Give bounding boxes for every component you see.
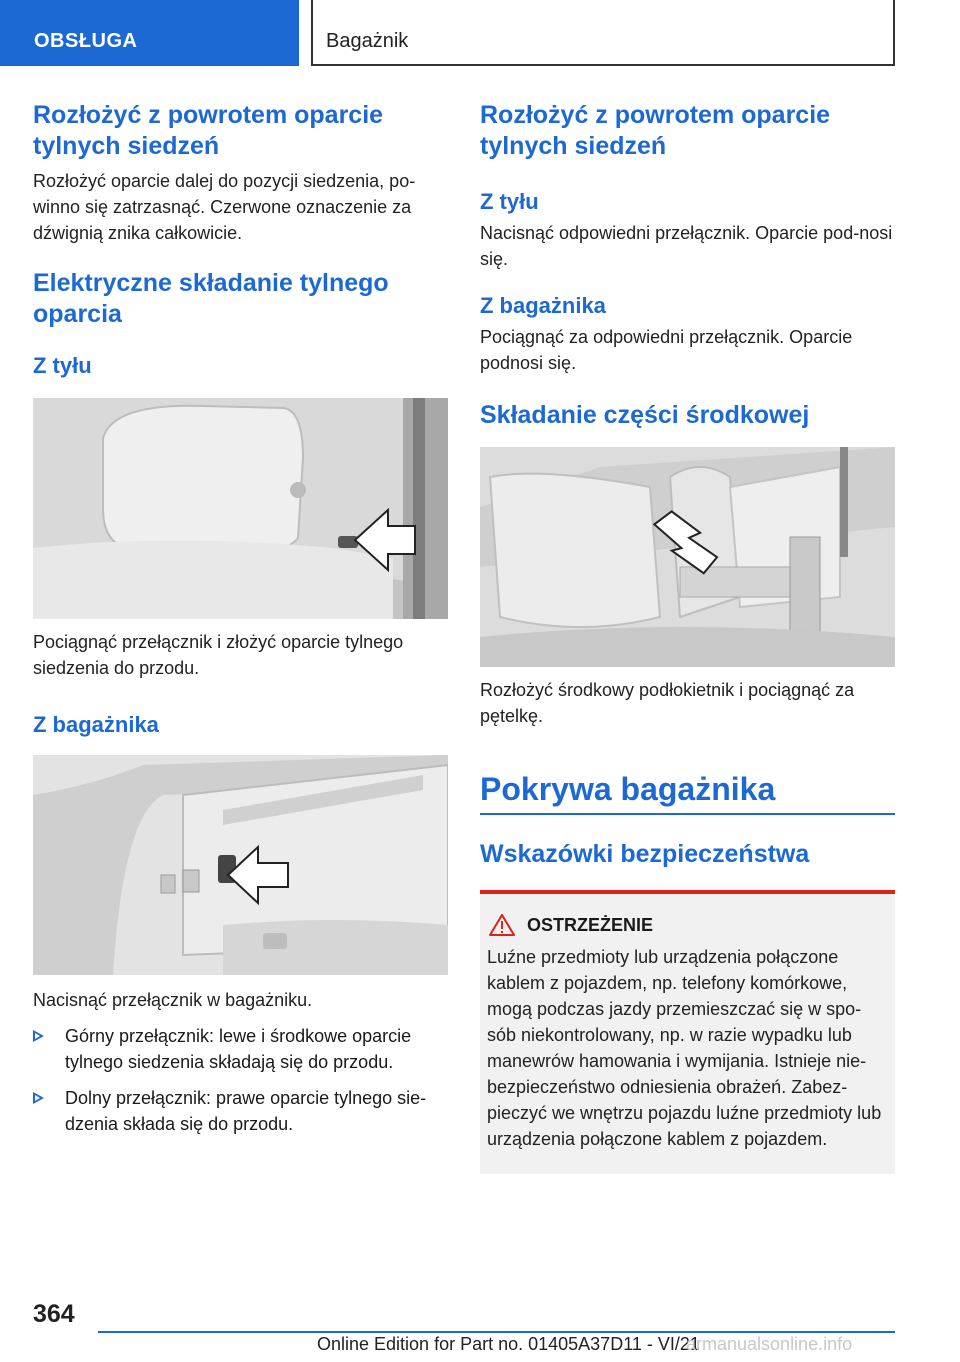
center-armrest-image [480,447,895,667]
watermark: armanualsonline.info [686,1334,853,1354]
page-number: 364 [33,1300,75,1328]
electric-fold-heading: Elektryczne składanie tylnego oparcia [33,269,389,328]
fold-back-text-left: Rozłożyć oparcie dalej do pozycji siedzenia, po-winno się zatrzasnąć. Czerwone oznaczenie za dźwignią znika całkowicie. [33,171,416,243]
trunk-switch-image [33,755,448,975]
list-item: Dolny przełącznik: prawe oparcie tylnego sie-dzenia składa się do przodu. [33,1085,448,1137]
from-trunk-caption: Nacisnąć przełącznik w bagażniku. [33,990,313,1010]
warning-label: OSTRZEŻENIE [527,914,654,935]
safety-heading: Wskazówki bezpieczeństwa [480,840,810,868]
from-trunk-heading-left: Z bagażnika [33,712,159,737]
edition-text: Online Edition for Part no. 01405A37D11 - VI/21 [317,1334,700,1354]
list-item: Górny przełącznik: lewe i środkowe oparcie tylnego siedzenia składają się do przodu. [33,1023,448,1075]
fold-back-heading-right: Rozłożyć z powrotem oparcie tylnych siedzeń [480,101,831,160]
rear-seat-switch-image [33,398,448,619]
switch-list [33,1023,448,1137]
from-trunk-heading-right: Z bagażnika [480,293,606,318]
center-section-heading: Składanie części środkowej [480,401,810,429]
warning-triangle-icon [489,914,515,936]
from-rear-heading-left: Z tyłu [33,353,92,378]
right-column [480,100,895,1174]
warning-text: Luźne przedmioty lub urządzenia połączone kablem z pojazdem, np. telefony komórkowe, mogą podczas jazdy przemieszczać się w spo-sób niekontrolowany, np. w razie wypadku lub manewrów hamowania i wymijania. Istnieje nie-bezpieczeństwo odniesienia obrażeń. Zabez-pieczyć we wnętrzu pojazdu luźne przedmioty lub urządzenia połączone kablem z pojazdem. [487,947,882,1149]
from-trunk-text-right: Pociągnąć za odpowiedni przełącznik. Oparcie podnosi się. [480,327,853,373]
heading-rule [480,813,895,815]
triangle-bullet-icon [33,1092,44,1104]
from-rear-heading-right: Z tyłu [480,189,539,214]
warning-header [487,914,887,936]
left-column [33,100,448,1147]
footer-rule [98,1331,895,1333]
from-rear-caption: Pociągnąć przełącznik i złożyć oparcie tylnego siedzenia do przodu. [33,632,404,678]
triangle-bullet-icon [33,1030,44,1042]
trunk-lid-heading: Pokrywa bagażnika [480,771,776,807]
section-tab: OBSŁUGA [0,0,299,66]
center-caption: Rozłożyć środkowy podłokietnik i pociągnąć za pętelkę. [480,680,855,726]
from-rear-text-right: Nacisnąć odpowiedni przełącznik. Oparcie pod-nosi się. [480,223,893,269]
fold-back-heading-left: Rozłożyć z powrotem oparcie tylnych siedzeń [33,101,384,160]
warning-box [480,890,895,1174]
chapter-title: Bagażnik [311,0,895,66]
